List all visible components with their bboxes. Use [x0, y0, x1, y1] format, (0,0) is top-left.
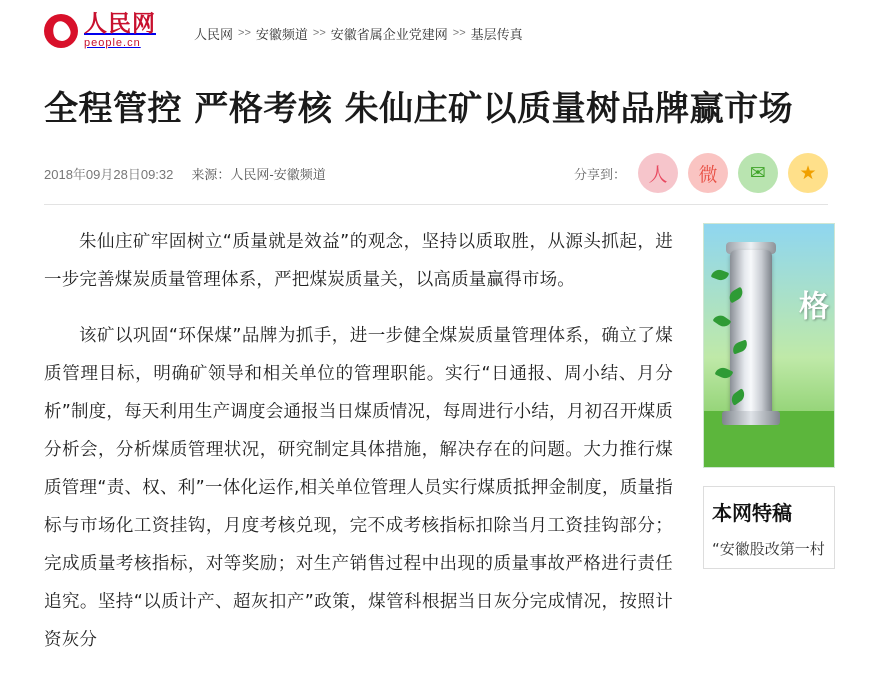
- article-body: [44, 223, 699, 677]
- share-bar: [574, 153, 828, 193]
- share-people-icon[interactable]: 人: [638, 153, 678, 193]
- people-cn-logo-icon: [44, 14, 78, 48]
- article-source[interactable]: 人民网-安徽频道: [230, 166, 326, 182]
- article-date: 2018年09月28日09:32: [44, 166, 174, 182]
- article-meta-row: [44, 157, 828, 205]
- breadcrumb: [194, 20, 523, 43]
- list-item[interactable]: “安徽股改第一村: [712, 539, 825, 558]
- share-weibo-icon[interactable]: 微: [688, 153, 728, 193]
- share-wechat-icon[interactable]: ✉: [738, 153, 778, 193]
- breadcrumb-separator-icon: >>: [452, 27, 466, 39]
- featured-box: [703, 486, 835, 569]
- article-paragraph: 朱仙庄矿牢固树立“质量就是效益”的观念，坚持以质取胜，从源头抓起，进一步完善煤炭质量管理体系，严把煤炭质量关，以高质量赢得市场。: [44, 231, 673, 290]
- site-logo[interactable]: [44, 13, 194, 49]
- page-title: 全程管控 严格考核 朱仙庄矿以质量树品牌赢市场: [44, 89, 794, 129]
- content-area: [0, 223, 872, 677]
- promo-banner[interactable]: [703, 223, 835, 468]
- article-meta: [44, 164, 326, 183]
- article-paragraph: 该矿以巩固“环保煤”品牌为抓手，进一步健全煤炭质量管理体系，确立了煤质管理目标，明确矿领导和相关单位的管理职能。实行“日通报、周小结、月分析”制度，每天利用生产调度会通报当日煤质情况，每周进行小结，月初召开煤质分析会，分析煤质管理状况，研究制定具体措施，解决存在的问题。大力推行煤质管理“责、权、利”一体化运作,相关单位管理人员实行煤质抵押金制度，质量指标与市场化工资挂钩，月度考核兑现，完不成考核指标扣除当月工资挂钩部分；完成质量考核指标，对等奖励；对生产销售过程中出现的质量事故严格进行责任追究。坚持“以质计产、超灰扣产”政策，煤管科根据当日灰分完成情况，按照计资灰分: [44, 325, 673, 650]
- breadcrumb-item-0[interactable]: 人民网: [194, 26, 234, 42]
- logo-text-en: people.cn: [84, 37, 141, 49]
- featured-box-title: 本网特稿: [704, 486, 834, 532]
- breadcrumb-item-1[interactable]: 安徽频道: [255, 26, 308, 42]
- breadcrumb-item-3[interactable]: 基层传真: [470, 26, 523, 42]
- promo-text: 格: [793, 289, 828, 320]
- site-header: [0, 0, 872, 62]
- article-title-block: [0, 62, 872, 131]
- breadcrumb-separator-icon: >>: [238, 27, 251, 39]
- breadcrumb-separator-icon: >>: [312, 27, 326, 39]
- logo-text-cn: 人民网: [84, 11, 156, 37]
- share-label: 分享到：: [573, 166, 626, 182]
- breadcrumb-item-2[interactable]: 安徽省属企业党建网: [330, 26, 448, 42]
- share-star-icon[interactable]: ★: [788, 153, 828, 193]
- article-source-label: 来源：: [191, 166, 231, 182]
- promo-vine-icon: [710, 264, 770, 414]
- right-sidebar: [699, 223, 835, 677]
